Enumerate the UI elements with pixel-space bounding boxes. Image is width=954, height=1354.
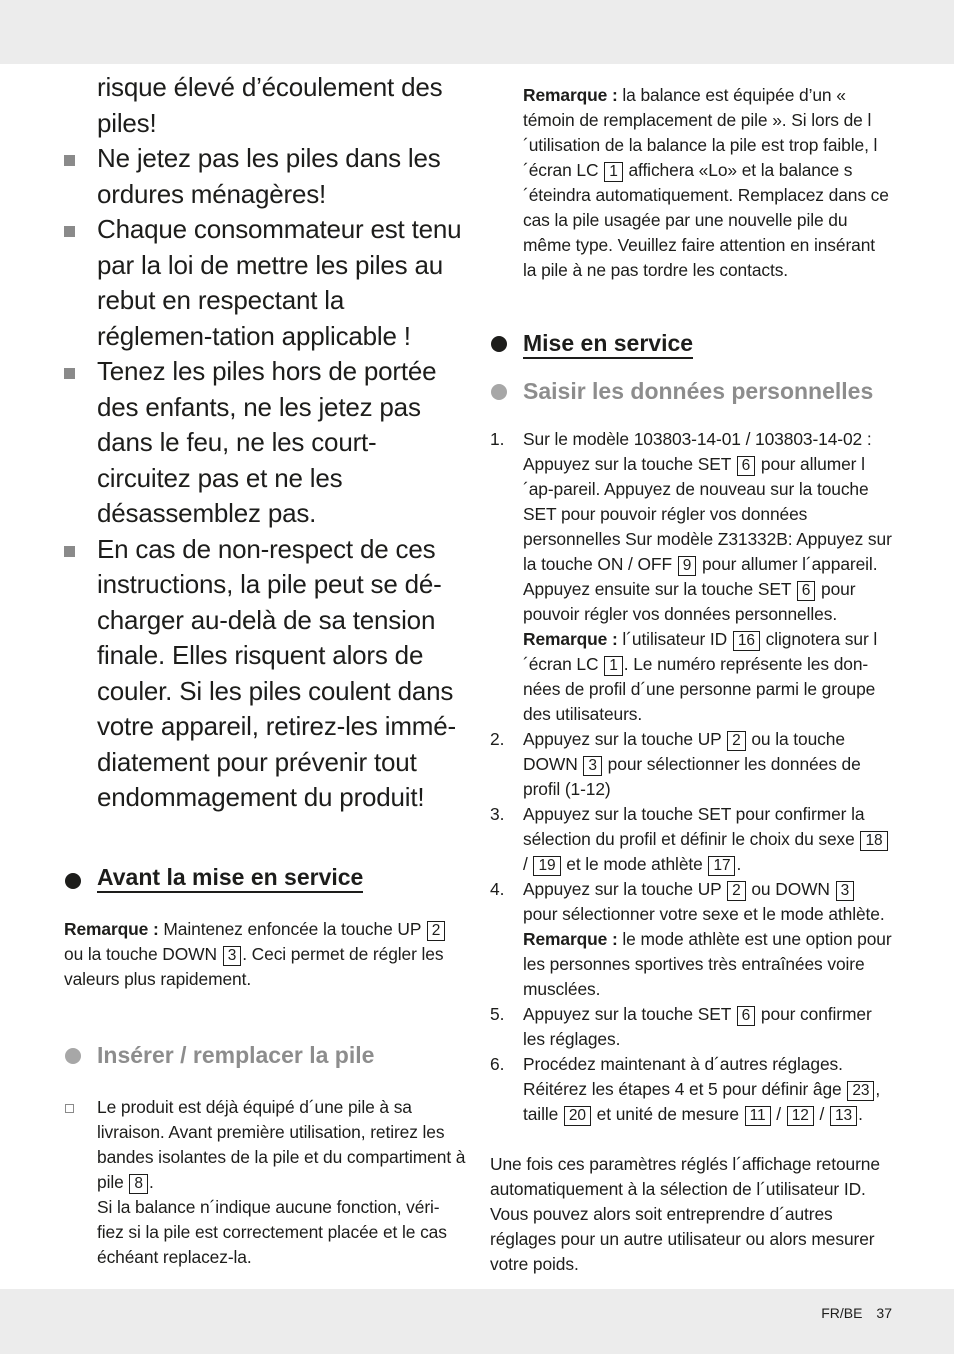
- ref-number-box: 23: [847, 1081, 874, 1101]
- text-run: le mode athlète est une option pour les personnes sportives très entraînées voire musclées.: [523, 929, 892, 999]
- step-item: [490, 427, 892, 727]
- page-footer: [821, 1305, 892, 1321]
- section-title: Mise en service: [523, 330, 693, 359]
- bullet-dot-icon: [65, 1048, 81, 1064]
- ref-number-box: 19: [533, 856, 560, 876]
- ref-number-box: 6: [737, 456, 756, 476]
- step-number: 1.: [490, 429, 505, 449]
- text-run: l´utilisateur ID: [617, 629, 732, 649]
- ref-number-box: 9: [678, 556, 697, 576]
- safety-item: [64, 212, 466, 354]
- battery-remark: [490, 83, 892, 283]
- square-bullet-icon: [64, 368, 75, 379]
- text-run: ou DOWN: [746, 879, 835, 899]
- text-run: pour sélectionner votre sexe et le mode athlète.: [523, 904, 885, 924]
- text-run: Le produit est déjà équipé d´une pile à sa livraison. Avant première utilisation, retirez les bandes isolantes de la pile et du compartiment à pile: [97, 1096, 466, 1192]
- ref-number-box: 3: [836, 881, 855, 901]
- ref-number-box: 3: [223, 946, 242, 966]
- ref-number-box: 2: [427, 921, 446, 941]
- ref-number-box: 2: [727, 881, 746, 901]
- bullet-dot-icon: [491, 336, 507, 352]
- safety-item-text: risque élevé d’écoulement des piles!: [97, 72, 443, 138]
- ref-number-box: 17: [708, 856, 735, 876]
- footer-band: [0, 1289, 954, 1354]
- text-run: /: [523, 854, 533, 874]
- remark-label: Remarque :: [523, 85, 618, 105]
- text-run: affichera «Lo» et la balance s´éteindra automatiquement. Remplacez dans ce cas la pile usagée par une nouvelle pile du même type. Veuillez faire attention en insérant la pile à ne pas tordre les contacts.: [523, 160, 889, 280]
- text-run: clignotera sur l´écran LC: [523, 629, 878, 674]
- language-code: FR/BE: [821, 1305, 863, 1321]
- ref-number-box: 20: [564, 1106, 591, 1126]
- text-run: Appuyez sur la touche UP: [523, 729, 727, 749]
- ref-number-box: 1: [604, 656, 623, 676]
- safety-item: [64, 354, 466, 532]
- step-number: 4.: [490, 879, 505, 899]
- ref-number-box: 13: [830, 1106, 857, 1126]
- square-bullet-icon: [64, 155, 75, 166]
- ref-number-box: 1: [604, 162, 623, 182]
- ref-number-box: 8: [129, 1174, 148, 1194]
- section-heading-inserer: [64, 1042, 466, 1069]
- right-column: [490, 83, 892, 1277]
- text-run: Maintenez enfoncée la touche UP: [158, 918, 426, 939]
- text-run: Sur le modèle 103803-14-01 / 103803-14-02 : Appuyez sur la touche SET: [523, 429, 872, 474]
- header-band: [0, 0, 954, 64]
- ref-number-box: 11: [745, 1106, 771, 1126]
- section-title: Saisir les données personnelles: [523, 378, 874, 404]
- step-text: [523, 1002, 892, 1052]
- step-item: [490, 1002, 892, 1052]
- text-run: Appuyez sur la touche UP: [523, 879, 727, 899]
- section-heading-avant: [64, 864, 466, 891]
- ref-number-box: 16: [733, 631, 760, 651]
- text-run: Appuyez sur la touche SET pour confirmer la sélection du profil et définir le choix du sexe: [523, 804, 865, 849]
- step-number: 2.: [490, 729, 505, 749]
- step-number: 3.: [490, 804, 505, 824]
- section-title: Avant la mise en service: [97, 864, 363, 893]
- setup-steps-list: [490, 427, 892, 1127]
- text-run: . Ceci permet de régler les valeurs plus rapidement.: [64, 943, 444, 989]
- text-run: et unité de mesure: [591, 1104, 744, 1124]
- section-title: Insérer / remplacer la pile: [97, 1041, 375, 1068]
- ref-number-box: 6: [737, 1006, 756, 1026]
- safety-item-continued: [64, 70, 466, 141]
- remark-label: Remarque :: [523, 629, 618, 649]
- text-run: /: [814, 1104, 830, 1124]
- text-run: et le mode athlète: [561, 854, 708, 874]
- text-run: . Le numéro représente les don-nées de profil d´une personne parmi le groupe des utilisateurs.: [523, 654, 876, 724]
- step-item: [490, 877, 892, 1002]
- ref-number-box: 12: [787, 1106, 814, 1126]
- avant-remark: [64, 917, 466, 992]
- text-run: pour pouvoir régler vos données personnelles.: [523, 579, 856, 624]
- ref-number-box: 6: [797, 581, 816, 601]
- text-run: la balance est équipée d’un « témoin de remplacement de pile ». Si lors de l´utilisation de la balance la pile est trop faible, l´écran LC: [523, 85, 878, 180]
- bullet-dot-icon: [491, 384, 507, 400]
- text-run: Procédez maintenant à d´autres réglages. Réitérez les étapes 4 et 5 pour définir âge: [523, 1054, 847, 1099]
- ref-number-box: 18: [860, 831, 887, 851]
- safety-item-text: En cas de non-respect de ces instructions, la pile peut se dé-charger au-delà de sa tension finale. Elles risquent alors de couler. Si les piles coulent dans votre appareil, retirez-les immé-diatement pour prévenir tout endommagement du produit!: [97, 533, 456, 812]
- step-item: [490, 802, 892, 877]
- step-text: [523, 1052, 892, 1127]
- square-bullet-icon: [64, 546, 75, 557]
- insert-battery-text: [97, 1095, 466, 1195]
- step-number: 6.: [490, 1054, 505, 1074]
- checkbox-bullet-icon: [65, 1104, 74, 1113]
- section-heading-mise: [490, 330, 892, 357]
- step-remark: [523, 627, 892, 727]
- left-column: [64, 70, 466, 1270]
- text-run: ou la touche DOWN: [523, 729, 845, 774]
- text-run: /: [771, 1104, 786, 1124]
- step-number: 5.: [490, 1004, 505, 1024]
- text-run: ou la touche DOWN: [64, 943, 222, 964]
- step-item: [490, 1052, 892, 1127]
- text-run: pour allumer l´ap-pareil. Appuyez de nouveau sur la touche SET pour pouvoir régler vos données personnelles Sur modèle Z31332B: Appuyez sur la touche ON / OFF: [523, 454, 892, 574]
- safety-item-text: Ne jetez pas les piles dans les ordures ménagères!: [97, 143, 441, 209]
- safety-item-text: Tenez les piles hors de portée des enfants, ne les jetez pas dans le feu, ne les court-circuitez pas et ne les désassemblez pas.: [97, 356, 437, 528]
- ref-number-box: 2: [727, 731, 746, 751]
- step-remark: [523, 927, 892, 1002]
- page-number: 37: [876, 1305, 892, 1321]
- step-text: [523, 727, 892, 802]
- text-run: .: [858, 1104, 863, 1124]
- step-text: [523, 802, 892, 877]
- step-item: [490, 727, 892, 802]
- battery-safety-list: [64, 70, 466, 816]
- text-run: .: [736, 854, 742, 874]
- text-run: pour sélectionner les données de profil (1-12): [523, 754, 861, 799]
- insert-battery-check-text: Si la balance n´indique aucune fonction, véri-fiez si la pile est correctement placée et le cas échéant replacez-la.: [97, 1196, 447, 1267]
- remark-label: Remarque :: [64, 918, 159, 939]
- bullet-dot-icon: [65, 873, 81, 889]
- text-run: pour confirmer les réglages.: [523, 1004, 872, 1049]
- safety-item-text: Chaque consommateur est tenu par la loi de mettre les piles au rebut en respectant la réglemen-tation applicable !: [97, 214, 462, 351]
- step-text: [523, 877, 892, 927]
- ref-number-box: 3: [583, 756, 602, 776]
- closing-paragraph: Une fois ces paramètres réglés l´affichage retourne automatiquement à la sélection de l´utilisateur ID. Vous pouvez alors soit entreprendre d´autres réglages pour un autre utilisateur ou alors mesurer votre poids.: [490, 1154, 880, 1274]
- section-heading-saisir: [490, 378, 892, 405]
- safety-item: [64, 532, 466, 816]
- remark-label: Remarque :: [523, 929, 618, 949]
- text-run: , taille: [523, 1079, 881, 1124]
- step-text: [523, 427, 892, 627]
- text-run: Appuyez sur la touche SET: [523, 1004, 736, 1024]
- insert-battery-item: [64, 1095, 466, 1270]
- square-bullet-icon: [64, 226, 75, 237]
- safety-item: [64, 141, 466, 212]
- text-run: pour allumer l´appareil. Appuyez ensuite sur la touche SET: [523, 554, 878, 599]
- text-run: .: [148, 1171, 154, 1192]
